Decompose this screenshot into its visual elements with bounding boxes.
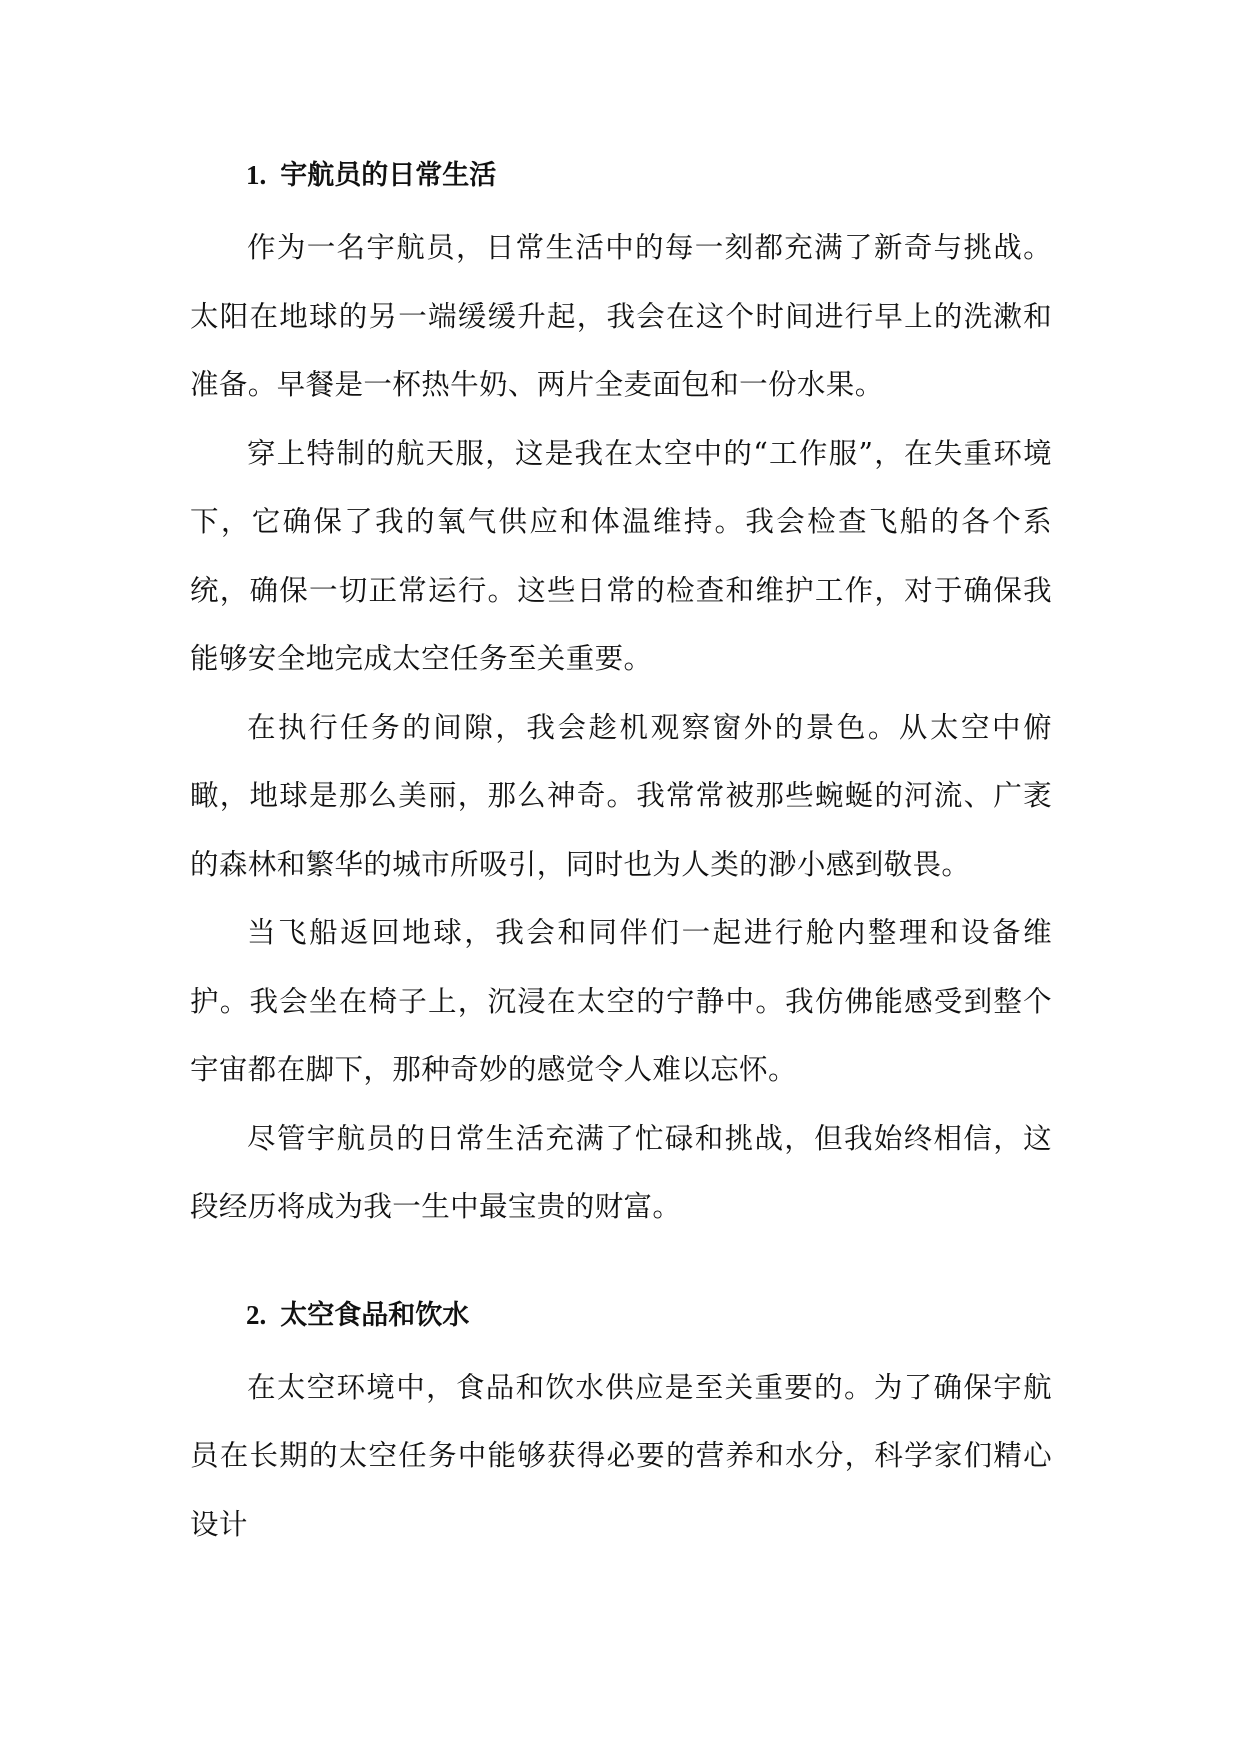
spacer (190, 202, 1052, 214)
section-title-1: 宇航员的日常生活 (280, 160, 497, 191)
paragraph: 当飞船返回地球，我会和同伴们一起进行舱内整理和设备维护。我会坐在椅子上，沉浸在太空的宁静中。我仿佛能感受到整个宇宙都在脚下，那种奇妙的感觉令人难以忘怀。 (190, 916, 1052, 1086)
section-number-1: 1. (246, 160, 267, 190)
section-heading-2 (190, 1288, 1052, 1342)
section-number-2: 2. (246, 1299, 267, 1330)
section-spacer (190, 1242, 1052, 1288)
paragraph: 在太空环境中，食品和饮水供应是至关重要的。为了确保宇航员在长期的太空任务中能够获得必要的营养和水分，科学家们精心设计 (190, 1370, 1052, 1541)
paragraph: 作为一名宇航员，日常生活中的每一刻都充满了新奇与挑战。太阳在地球的另一端缓缓升起，我会在这个时间进行早上的洗漱和准备。早餐是一杯热牛奶、两片全麦面包和一份水果。 (190, 231, 1052, 401)
section-title-2: 太空食品和饮水 (280, 1299, 470, 1331)
paragraph: 尽管宇航员的日常生活充满了忙碌和挑战，但我始终相信，这段经历将成为我一生中最宝贵的财富。 (190, 1121, 1052, 1223)
paragraph: 在执行任务的间隙，我会趁机观察窗外的景色。从太空中俯瞰，地球是那么美丽，那么神奇。我常常被那些蜿蜒的河流、广袤的森林和繁华的城市所吸引，同时也为人类的渺小感到敬畏。 (190, 710, 1052, 881)
paragraph: 穿上特制的航天服，这是我在太空中的“工作服”，在失重环境下，它确保了我的氧气供应和体温维持。我会检查飞船的各个系统，确保一切正常运行。这些日常的检查和维护工作，对于确保我能够安全地完成太空任务至关重要。 (190, 436, 1052, 675)
section-heading-1 (190, 148, 1052, 202)
spacer (190, 1342, 1052, 1354)
document-body (190, 148, 1052, 1559)
